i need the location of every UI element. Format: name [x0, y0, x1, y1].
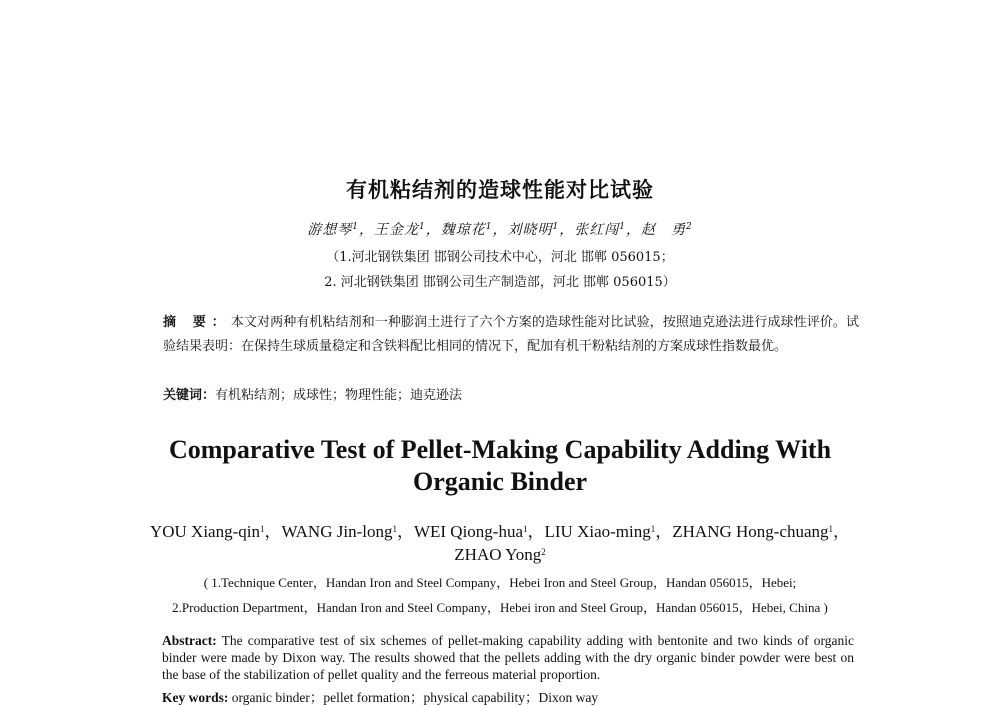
author-name: 刘晓明: [507, 222, 553, 238]
author-separator: ，: [359, 222, 375, 238]
chinese-keywords: [163, 384, 462, 403]
author-name: WEI Qiong-hua: [413, 522, 524, 541]
author-affiliation-mark: 1: [552, 222, 560, 232]
author-affiliation-mark: 2: [541, 547, 546, 557]
chinese-keywords-label: 关键词：: [163, 388, 216, 403]
chinese-abstract-text: 本文对两种有机粘结剂和一种膨润土进行了六个方案的造球性能对比试验，按照迪克逊法进行成球性评价。试验结果表明：在保持生球质量稳定和含铁料配比相同的情况下，配加有机干粉粘结剂的方案成球性指数最优。: [163, 315, 859, 354]
english-keywords: [162, 686, 598, 706]
chinese-title: 有机粘结剂的造球性能对比试验: [346, 178, 654, 202]
author-affiliation-mark: 2: [685, 222, 693, 232]
english-abstract-label: Abstract:: [162, 633, 217, 648]
author-affiliation-mark: 1: [485, 222, 493, 232]
author-name: 张红闯: [574, 222, 620, 238]
author-separator: ，: [527, 522, 545, 541]
author-name: ZHANG Hong-chuang: [672, 522, 829, 541]
author-separator: ，: [833, 522, 851, 541]
english-abstract-text: The comparative test of six schemes of pellet-making capability adding with bentonite and two kinds of organic binder were made by Dixon way. The results showed that the pellets adding with the dry organic binder powder were best on the base of the stabilization of pellet quality and the ferreous material proportion.: [162, 633, 854, 682]
chinese-keywords-text: 有机粘结剂；成球性；物理性能；迪克逊法: [215, 388, 463, 403]
author-name: 赵 勇: [640, 222, 686, 238]
chinese-abstract-label: 摘 要：: [163, 315, 231, 330]
english-title: Comparative Test of Pellet-Making Capability Adding With Organic Binder: [168, 435, 832, 496]
author-separator: ，: [625, 222, 641, 238]
english-keywords-label: Key words:: [162, 690, 229, 705]
author-separator: ，: [492, 222, 508, 238]
author-affiliation-mark: 1: [828, 524, 834, 534]
author-affiliation-mark: 1: [523, 524, 528, 534]
chinese-author-list: [0, 219, 1000, 239]
english-keywords-text: organic binder；pellet formation；physical capability；Dixon way: [231, 690, 599, 705]
author-affiliation-mark: 1: [650, 524, 656, 534]
author-separator: ，: [264, 522, 282, 541]
author-separator: ，: [559, 222, 575, 238]
english-abstract: [162, 632, 854, 683]
author-name: 王金龙: [374, 222, 420, 238]
chinese-affiliation-2: 2. 河北钢铁集团 邯钢公司生产制造部，河北 邯郸 056015）: [324, 275, 676, 290]
chinese-affiliation-1: （1.河北钢铁集团 邯钢公司技术中心，河北 邯郸 056015；: [326, 250, 674, 265]
author-affiliation-mark: 1: [619, 222, 626, 232]
author-affiliation-mark: 1: [259, 524, 265, 534]
author-separator: ，: [396, 522, 414, 541]
author-name: 游想琴: [307, 222, 353, 238]
english-author-list-line-2: [0, 545, 1000, 565]
author-affiliation-mark: 1: [392, 524, 397, 534]
author-affiliation-mark: 1: [419, 222, 426, 232]
chinese-abstract: [163, 311, 859, 359]
english-affiliation-2: 2.Production Department，Handan Iron and Steel Company，Hebei iron and Steel Group，Handan 056015，Hebei, China ): [172, 600, 828, 615]
author-name: ZHAO Yong: [454, 545, 542, 564]
english-affiliation-1: ( 1.Technique Center，Handan Iron and Steel Company，Hebei Iron and Steel Group，Handan 056015，Hebei;: [203, 575, 797, 590]
author-name: 魏琼花: [440, 222, 486, 238]
english-author-list-line-1: [0, 517, 1000, 542]
author-affiliation-mark: 1: [352, 222, 360, 232]
author-separator: ，: [655, 522, 673, 541]
author-name: YOU Xiang-qin: [149, 522, 260, 541]
author-name: WANG Jin-long: [281, 522, 393, 541]
author-separator: ，: [425, 222, 441, 238]
author-name: LIU Xiao-ming: [544, 522, 651, 541]
